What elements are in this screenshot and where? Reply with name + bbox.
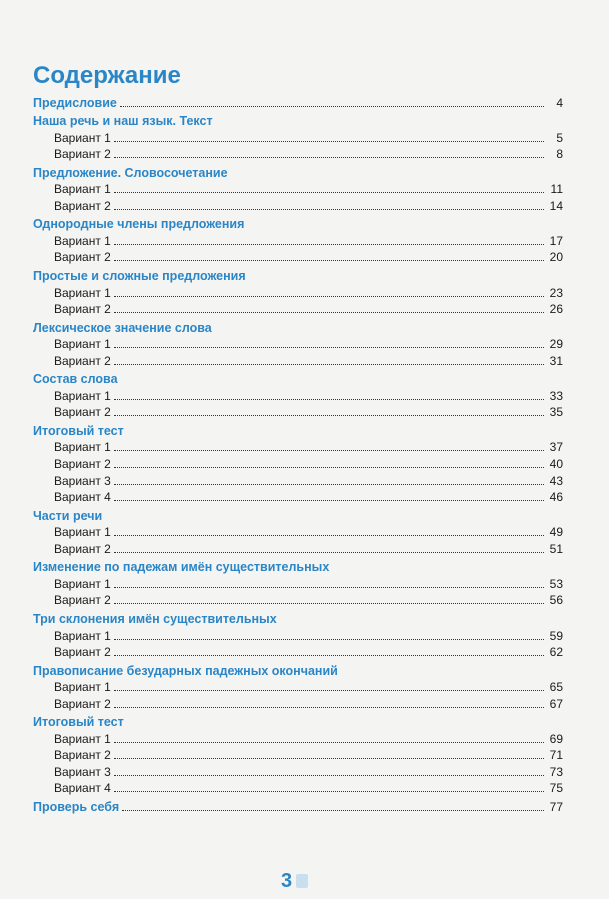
toc-entry-label: Вариант 1 — [54, 285, 111, 300]
dot-leader — [122, 809, 544, 811]
toc-entry-page: 8 — [556, 147, 563, 162]
toc-section-heading — [33, 714, 563, 731]
toc-variant-entry — [33, 404, 563, 421]
toc-variant-entry — [33, 780, 563, 797]
toc-section-heading-label: Состав слова — [33, 372, 118, 387]
toc-section-heading — [33, 164, 563, 181]
dot-leader — [114, 449, 544, 451]
toc-entry-label: Вариант 1 — [54, 130, 111, 145]
toc-section-entry — [33, 798, 563, 815]
toc-variant-entry — [33, 249, 563, 266]
dot-leader — [114, 706, 544, 708]
toc-variant-entry — [33, 455, 563, 472]
toc-variant-entry — [33, 592, 563, 609]
toc-entry-page: 35 — [549, 405, 563, 420]
toc-section-heading — [33, 113, 563, 130]
dot-leader — [114, 499, 544, 501]
toc-section-heading-label: Три склонения имён существительных — [33, 611, 277, 626]
toc-entry-page: 67 — [549, 696, 563, 711]
toc-variant-entry — [33, 232, 563, 249]
toc-section-entry — [33, 94, 563, 111]
toc-variant-entry — [33, 181, 563, 198]
toc-section-heading-label: Однородные члены предложения — [33, 217, 245, 232]
toc-variant-entry — [33, 679, 563, 696]
toc-entry-page: 4 — [556, 95, 563, 110]
toc-variant-entry — [33, 627, 563, 644]
dot-leader — [114, 140, 544, 142]
toc-variant-entry — [33, 575, 563, 592]
toc-entry-page: 71 — [549, 748, 563, 763]
toc-entry-label: Вариант 2 — [54, 147, 111, 162]
toc-section-heading — [33, 216, 563, 233]
toc-section-heading — [33, 559, 563, 576]
toc-variant-entry — [33, 146, 563, 163]
toc-entry-page: 31 — [549, 353, 563, 368]
toc-entry-page: 5 — [556, 130, 563, 145]
toc-variant-entry — [33, 695, 563, 712]
toc-entry-label: Вариант 2 — [54, 541, 111, 556]
dot-leader — [114, 757, 544, 759]
toc-variant-entry — [33, 352, 563, 369]
page-number: 3 — [281, 870, 293, 892]
dot-leader — [114, 259, 544, 261]
toc-variant-entry — [33, 439, 563, 456]
toc-entry-page: 26 — [549, 302, 563, 317]
dot-leader — [114, 346, 544, 348]
toc-entry-page: 14 — [549, 198, 563, 213]
toc-variant-entry — [33, 524, 563, 541]
toc-entry-label: Вариант 1 — [54, 388, 111, 403]
page-number-decoration — [296, 874, 308, 888]
toc-entry-page: 20 — [549, 250, 563, 265]
toc-entry-label: Вариант 2 — [54, 696, 111, 711]
dot-leader — [114, 243, 544, 245]
toc-variant-entry — [33, 197, 563, 214]
toc-entry-page: 53 — [549, 576, 563, 591]
dot-leader — [114, 414, 544, 416]
toc-entry-page: 23 — [549, 285, 563, 300]
toc-section-heading — [33, 507, 563, 524]
toc-section-heading-label: Итоговый тест — [33, 715, 124, 730]
toc-section-heading-label: Части речи — [33, 508, 103, 523]
toc-variant-entry — [33, 730, 563, 747]
toc-entry-label: Вариант 1 — [54, 731, 111, 746]
toc-variant-entry — [33, 336, 563, 353]
toc-section-heading-label: Простые и сложные предложения — [33, 269, 246, 284]
dot-leader — [114, 790, 544, 792]
dot-leader — [114, 602, 544, 604]
toc-entry-label: Проверь себя — [33, 799, 120, 814]
dot-leader — [114, 295, 544, 297]
toc-entry-page: 29 — [549, 337, 563, 352]
toc-entry-label: Вариант 2 — [54, 250, 111, 265]
toc-entry-page: 69 — [549, 731, 563, 746]
toc-entry-page: 17 — [549, 233, 563, 248]
toc-section-heading — [33, 267, 563, 284]
toc-section-heading-label: Предложение. Словосочетание — [33, 165, 228, 180]
toc-entry-page: 33 — [549, 388, 563, 403]
dot-leader — [114, 311, 544, 313]
toc-entry-label: Вариант 1 — [54, 182, 111, 197]
dot-leader — [114, 466, 544, 468]
dot-leader — [114, 398, 544, 400]
dot-leader — [114, 156, 544, 158]
toc-variant-entry — [33, 129, 563, 146]
toc-variant-entry — [33, 284, 563, 301]
toc-entry-label: Вариант 2 — [54, 353, 111, 368]
toc-variant-entry — [33, 387, 563, 404]
toc-entry-label: Вариант 2 — [54, 302, 111, 317]
dot-leader — [114, 363, 544, 365]
dot-leader — [114, 551, 544, 553]
toc-entry-page: 59 — [549, 628, 563, 643]
toc-entry-page: 46 — [549, 490, 563, 505]
dot-leader — [114, 191, 544, 193]
toc-section-heading-label: Изменение по падежам имён существительных — [33, 560, 330, 575]
toc-section-heading — [33, 371, 563, 388]
dot-leader — [114, 654, 544, 656]
toc-entry-label: Предисловие — [33, 95, 117, 110]
toc-entry-page: 40 — [549, 457, 563, 472]
toc-entry-label: Вариант 4 — [54, 781, 111, 796]
toc-entry-label: Вариант 3 — [54, 764, 111, 779]
toc-section-heading-label: Лексическое значение слова — [33, 320, 212, 335]
toc-variant-entry — [33, 747, 563, 764]
toc-section-heading-label: Итоговый тест — [33, 423, 124, 438]
toc-entry-label: Вариант 1 — [54, 680, 111, 695]
toc-entry-label: Вариант 2 — [54, 748, 111, 763]
toc-entry-page: 37 — [549, 440, 563, 455]
toc-title: Содержание — [33, 62, 181, 89]
toc-entry-label: Вариант 1 — [54, 233, 111, 248]
toc-entry-page: 43 — [549, 473, 563, 488]
dot-leader — [114, 483, 544, 485]
toc-entry-page: 51 — [549, 541, 563, 556]
dot-leader — [120, 105, 544, 107]
toc-section-heading-label: Правописание безударных падежных окончаний — [33, 663, 338, 678]
toc-entry-page: 77 — [549, 799, 563, 814]
toc-entry-label: Вариант 2 — [54, 457, 111, 472]
toc-entry-label: Вариант 1 — [54, 576, 111, 591]
toc-entry-page: 11 — [550, 182, 563, 197]
dot-leader — [114, 741, 544, 743]
toc-entry-page: 73 — [549, 764, 563, 779]
toc-entry-page: 65 — [549, 680, 563, 695]
toc-section-heading-label: Наша речь и наш язык. Текст — [33, 114, 213, 129]
toc-entry-label: Вариант 2 — [54, 198, 111, 213]
toc-section-heading — [33, 422, 563, 439]
toc-section-heading — [33, 319, 563, 336]
toc-entry-label: Вариант 1 — [54, 525, 111, 540]
dot-leader — [114, 774, 544, 776]
toc-entry-label: Вариант 4 — [54, 490, 111, 505]
dot-leader — [114, 586, 544, 588]
toc-variant-entry — [33, 472, 563, 489]
dot-leader — [114, 534, 544, 536]
toc-entry-label: Вариант 3 — [54, 473, 111, 488]
toc-section-heading — [33, 662, 563, 679]
toc-entry-label: Вариант 1 — [54, 440, 111, 455]
toc-entry-page: 75 — [549, 781, 563, 796]
toc-entry-page: 62 — [549, 645, 563, 660]
toc-variant-entry — [33, 644, 563, 661]
toc-entry-label: Вариант 2 — [54, 405, 111, 420]
toc-entry-page: 56 — [549, 593, 563, 608]
toc-entry-page: 49 — [549, 525, 563, 540]
toc-variant-entry — [33, 489, 563, 506]
toc-variant-entry — [33, 540, 563, 557]
table-of-contents — [33, 92, 563, 815]
dot-leader — [114, 208, 544, 210]
toc-entry-label: Вариант 2 — [54, 645, 111, 660]
toc-section-heading — [33, 610, 563, 627]
dot-leader — [114, 638, 544, 640]
toc-entry-label: Вариант 2 — [54, 593, 111, 608]
toc-entry-label: Вариант 1 — [54, 337, 111, 352]
toc-variant-entry — [33, 301, 563, 318]
toc-variant-entry — [33, 763, 563, 780]
dot-leader — [114, 689, 544, 691]
toc-entry-label: Вариант 1 — [54, 628, 111, 643]
